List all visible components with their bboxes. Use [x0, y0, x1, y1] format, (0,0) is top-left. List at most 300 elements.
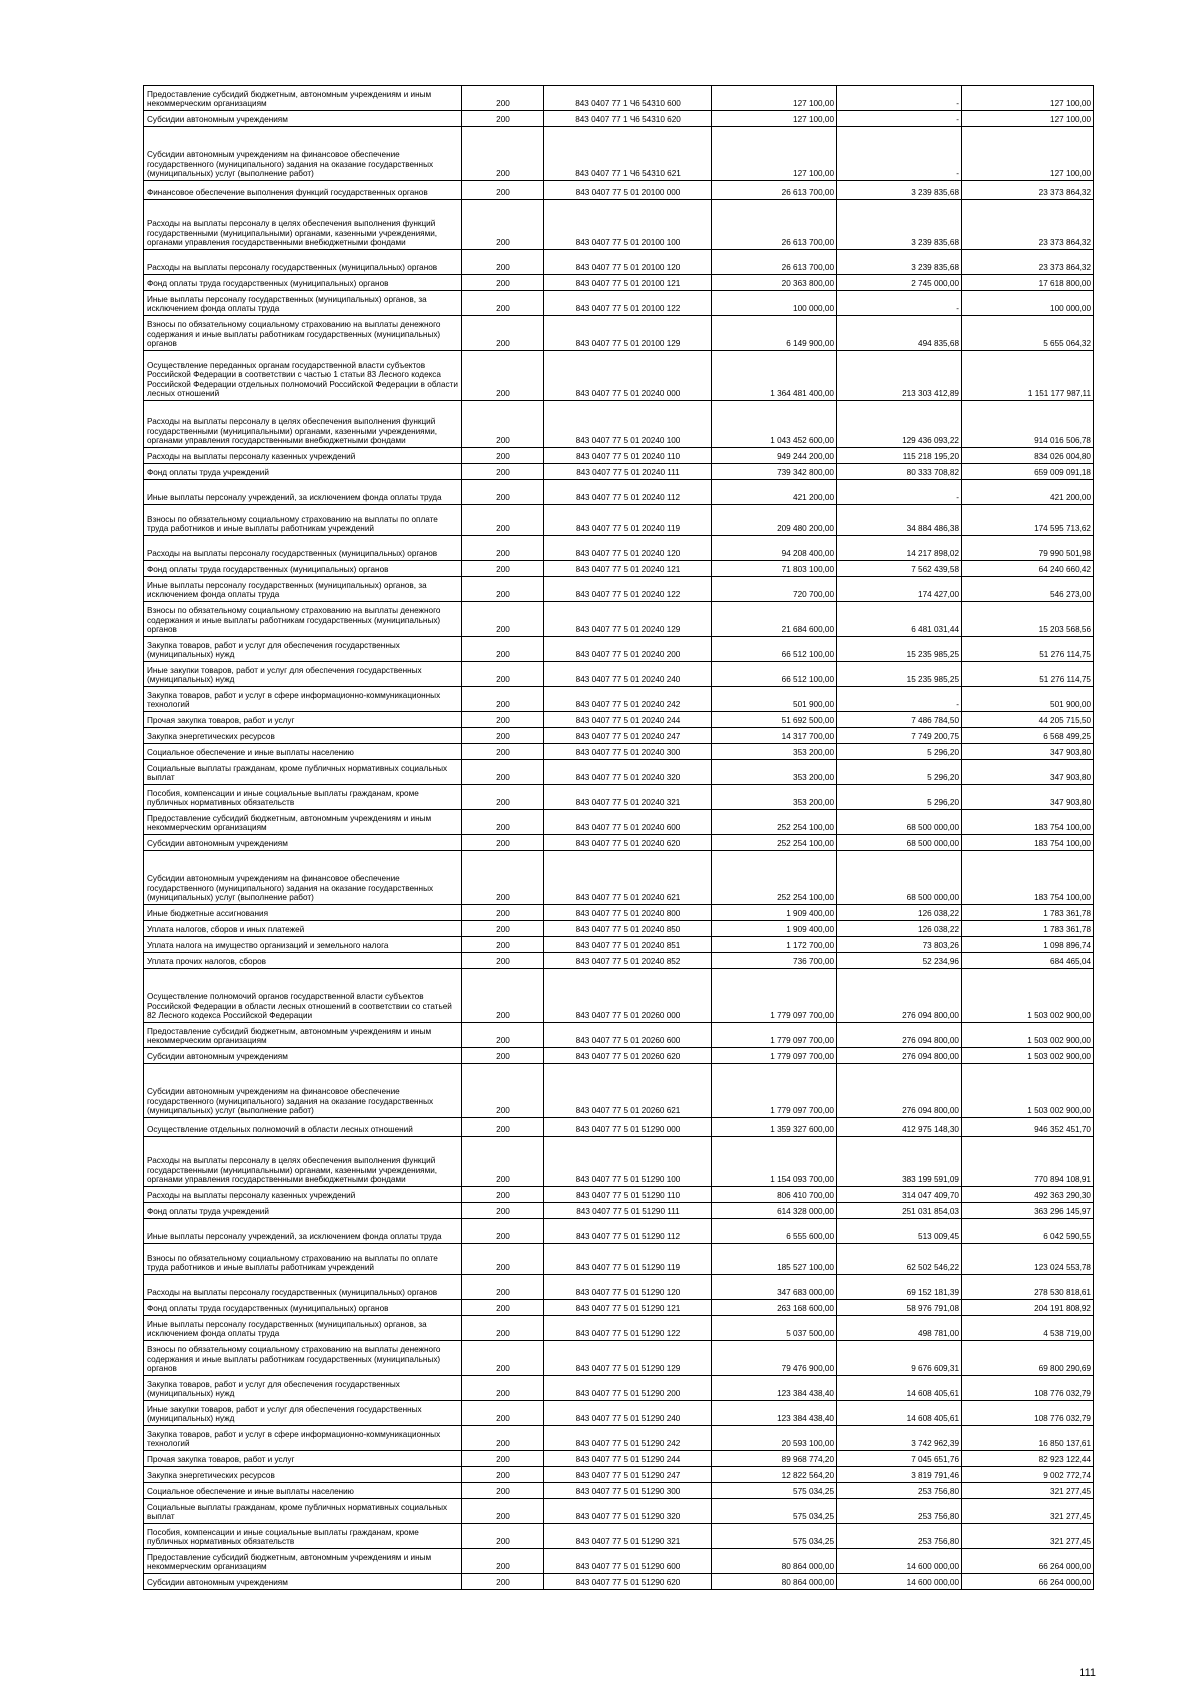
row-name: Закупка энергетических ресурсов	[144, 728, 462, 744]
budget-code: 843 0407 77 5 01 20240 620	[544, 835, 712, 851]
row-name: Иные выплаты персоналу государственных (муниципальных) органов, за исключением фонда оплаты труда	[144, 1316, 462, 1341]
line-code: 200	[462, 1549, 544, 1574]
approved-amount: 89 968 774,20	[712, 1451, 837, 1467]
unexecuted-amount: 1 503 002 900,00	[962, 969, 1094, 1023]
budget-code: 843 0407 77 5 01 51290 100	[544, 1137, 712, 1187]
row-name: Субсидии автономным учреждениям на финансовое обеспечение государственного (муниципального) задания на оказание государственных (муниципальных) услуг (выполнение работ)	[144, 1064, 462, 1118]
approved-amount: 252 254 100,00	[712, 851, 837, 905]
table-row	[144, 937, 1094, 953]
unexecuted-amount: 183 754 100,00	[962, 851, 1094, 905]
row-name: Фонд оплаты труда государственных (муниципальных) органов	[144, 275, 462, 291]
table-row	[144, 505, 1094, 536]
approved-amount: 806 410 700,00	[712, 1187, 837, 1203]
unexecuted-amount: 6 568 499,25	[962, 728, 1094, 744]
budget-code: 843 0407 77 1 Ч6 54310 600	[544, 86, 712, 111]
row-name: Уплата налога на имущество организаций и земельного налога	[144, 937, 462, 953]
line-code: 200	[462, 1275, 544, 1300]
line-code: 200	[462, 953, 544, 969]
line-code: 200	[462, 561, 544, 577]
approved-amount: 6 149 900,00	[712, 316, 837, 351]
line-code: 200	[462, 1219, 544, 1244]
approved-amount: 739 342 800,00	[712, 464, 837, 480]
table-row	[144, 480, 1094, 505]
table-row	[144, 1023, 1094, 1048]
budget-code: 843 0407 77 5 01 51290 600	[544, 1549, 712, 1574]
budget-code: 843 0407 77 5 01 51290 300	[544, 1483, 712, 1499]
budget-code: 843 0407 77 5 01 20100 000	[544, 181, 712, 200]
executed-amount: 498 781,00	[837, 1316, 962, 1341]
table-row	[144, 1300, 1094, 1316]
approved-amount: 14 317 700,00	[712, 728, 837, 744]
approved-amount: 5 037 500,00	[712, 1316, 837, 1341]
budget-code: 843 0407 77 5 01 20240 122	[544, 577, 712, 602]
table-row	[144, 1118, 1094, 1137]
row-name: Закупка товаров, работ и услуг в сфере информационно-коммуникационных технологий	[144, 1426, 462, 1451]
executed-amount: 383 199 591,09	[837, 1137, 962, 1187]
line-code: 200	[462, 111, 544, 127]
budget-code: 843 0407 77 5 01 20260 000	[544, 969, 712, 1023]
approved-amount: 1 779 097 700,00	[712, 1064, 837, 1118]
table-row	[144, 637, 1094, 662]
line-code: 200	[462, 1048, 544, 1064]
table-row	[144, 662, 1094, 687]
row-name: Фонд оплаты труда государственных (муниципальных) органов	[144, 561, 462, 577]
unexecuted-amount: 914 016 506,78	[962, 401, 1094, 448]
approved-amount: 263 168 600,00	[712, 1300, 837, 1316]
unexecuted-amount: 174 595 713,62	[962, 505, 1094, 536]
budget-code: 843 0407 77 5 01 20240 121	[544, 561, 712, 577]
unexecuted-amount: 6 042 590,55	[962, 1219, 1094, 1244]
line-code: 200	[462, 1187, 544, 1203]
unexecuted-amount: 66 264 000,00	[962, 1574, 1094, 1590]
row-name: Иные выплаты персоналу государственных (муниципальных) органов, за исключением фонда оплаты труда	[144, 577, 462, 602]
approved-amount: 353 200,00	[712, 760, 837, 785]
row-name: Расходы на выплаты персоналу в целях обеспечения выполнения функций государственными (муниципальными) органами, казенными учреждениями, органами управления государственными внебюджетными фондами	[144, 401, 462, 448]
table-row	[144, 760, 1094, 785]
budget-code: 843 0407 77 5 01 20260 620	[544, 1048, 712, 1064]
unexecuted-amount: 51 276 114,75	[962, 662, 1094, 687]
approved-amount: 252 254 100,00	[712, 810, 837, 835]
approved-amount: 575 034,25	[712, 1483, 837, 1499]
executed-amount: 276 094 800,00	[837, 1023, 962, 1048]
approved-amount: 26 613 700,00	[712, 181, 837, 200]
executed-amount: 494 835,68	[837, 316, 962, 351]
executed-amount: 14 217 898,02	[837, 536, 962, 561]
executed-amount: 68 500 000,00	[837, 851, 962, 905]
row-name: Пособия, компенсации и иные социальные выплаты гражданам, кроме публичных нормативных обязательств	[144, 1524, 462, 1549]
executed-amount: 314 047 409,70	[837, 1187, 962, 1203]
row-name: Социальные выплаты гражданам, кроме публичных нормативных социальных выплат	[144, 760, 462, 785]
line-code: 200	[462, 275, 544, 291]
line-code: 200	[462, 937, 544, 953]
unexecuted-amount: 492 363 290,30	[962, 1187, 1094, 1203]
unexecuted-amount: 546 273,00	[962, 577, 1094, 602]
approved-amount: 26 613 700,00	[712, 200, 837, 250]
budget-code: 843 0407 77 5 01 20240 129	[544, 602, 712, 637]
row-name: Предоставление субсидий бюджетным, автономным учреждениям и иным некоммерческим организациям	[144, 810, 462, 835]
unexecuted-amount: 321 277,45	[962, 1524, 1094, 1549]
row-name: Уплата прочих налогов, сборов	[144, 953, 462, 969]
executed-amount: 62 502 546,22	[837, 1244, 962, 1275]
budget-code: 843 0407 77 5 01 51290 119	[544, 1244, 712, 1275]
budget-code: 843 0407 77 5 01 20240 621	[544, 851, 712, 905]
approved-amount: 614 328 000,00	[712, 1203, 837, 1219]
budget-code: 843 0407 77 5 01 51290 240	[544, 1401, 712, 1426]
table-row	[144, 1376, 1094, 1401]
line-code: 200	[462, 835, 544, 851]
line-code: 200	[462, 1467, 544, 1483]
table-row	[144, 1275, 1094, 1300]
line-code: 200	[462, 1244, 544, 1275]
unexecuted-amount: 1 783 361,78	[962, 921, 1094, 937]
row-name: Закупка товаров, работ и услуг для обеспечения государственных (муниципальных) нужд	[144, 637, 462, 662]
budget-code: 843 0407 77 5 01 20100 122	[544, 291, 712, 316]
line-code: 200	[462, 1574, 544, 1590]
executed-amount: 3 239 835,68	[837, 200, 962, 250]
row-name: Субсидии автономным учреждениям	[144, 1048, 462, 1064]
unexecuted-amount: 183 754 100,00	[962, 835, 1094, 851]
table-row	[144, 111, 1094, 127]
line-code: 200	[462, 1137, 544, 1187]
line-code: 200	[462, 1426, 544, 1451]
executed-amount: 14 608 405,61	[837, 1401, 962, 1426]
table-row	[144, 1048, 1094, 1064]
unexecuted-amount: 127 100,00	[962, 111, 1094, 127]
line-code: 200	[462, 200, 544, 250]
executed-amount: 9 676 609,31	[837, 1341, 962, 1376]
row-name: Предоставление субсидий бюджетным, автономным учреждениям и иным некоммерческим организациям	[144, 86, 462, 111]
line-code: 200	[462, 86, 544, 111]
row-name: Субсидии автономным учреждениям	[144, 835, 462, 851]
unexecuted-amount: 123 024 553,78	[962, 1244, 1094, 1275]
executed-amount: 3 239 835,68	[837, 181, 962, 200]
line-code: 200	[462, 637, 544, 662]
line-code: 200	[462, 1300, 544, 1316]
budget-code: 843 0407 77 5 01 20100 129	[544, 316, 712, 351]
executed-amount: -	[837, 480, 962, 505]
row-name: Иные выплаты персоналу учреждений, за исключением фонда оплаты труда	[144, 1219, 462, 1244]
table-row	[144, 1574, 1094, 1590]
row-name: Уплата налогов, сборов и иных платежей	[144, 921, 462, 937]
line-code: 200	[462, 1499, 544, 1524]
executed-amount: 68 500 000,00	[837, 810, 962, 835]
unexecuted-amount: 347 903,80	[962, 744, 1094, 760]
table-row	[144, 712, 1094, 728]
table-row	[144, 464, 1094, 480]
line-code: 200	[462, 744, 544, 760]
line-code: 200	[462, 662, 544, 687]
line-code: 200	[462, 464, 544, 480]
unexecuted-amount: 1 503 002 900,00	[962, 1023, 1094, 1048]
executed-amount: -	[837, 127, 962, 181]
approved-amount: 127 100,00	[712, 86, 837, 111]
unexecuted-amount: 204 191 808,92	[962, 1300, 1094, 1316]
table-row	[144, 744, 1094, 760]
unexecuted-amount: 69 800 290,69	[962, 1341, 1094, 1376]
approved-amount: 21 684 600,00	[712, 602, 837, 637]
approved-amount: 6 555 600,00	[712, 1219, 837, 1244]
approved-amount: 1 154 093 700,00	[712, 1137, 837, 1187]
row-name: Закупка товаров, работ и услуг для обеспечения государственных (муниципальных) нужд	[144, 1376, 462, 1401]
row-name: Иные выплаты персоналу учреждений, за исключением фонда оплаты труда	[144, 480, 462, 505]
executed-amount: 69 152 181,39	[837, 1275, 962, 1300]
unexecuted-amount: 5 655 064,32	[962, 316, 1094, 351]
line-code: 200	[462, 728, 544, 744]
executed-amount: 14 608 405,61	[837, 1376, 962, 1401]
budget-code: 843 0407 77 5 01 20260 621	[544, 1064, 712, 1118]
line-code: 200	[462, 1203, 544, 1219]
budget-code: 843 0407 77 5 01 51290 120	[544, 1275, 712, 1300]
unexecuted-amount: 1 098 896,74	[962, 937, 1094, 953]
budget-code: 843 0407 77 5 01 51290 320	[544, 1499, 712, 1524]
budget-code: 843 0407 77 5 01 51290 129	[544, 1341, 712, 1376]
table-row	[144, 86, 1094, 111]
table-row	[144, 687, 1094, 712]
row-name: Закупка товаров, работ и услуг в сфере информационно-коммуникационных технологий	[144, 687, 462, 712]
approved-amount: 79 476 900,00	[712, 1341, 837, 1376]
executed-amount: 412 975 148,30	[837, 1118, 962, 1137]
approved-amount: 80 864 000,00	[712, 1549, 837, 1574]
approved-amount: 353 200,00	[712, 785, 837, 810]
approved-amount: 185 527 100,00	[712, 1244, 837, 1275]
approved-amount: 1 172 700,00	[712, 937, 837, 953]
executed-amount: 213 303 412,89	[837, 351, 962, 401]
executed-amount: -	[837, 687, 962, 712]
budget-code: 843 0407 77 5 01 51290 122	[544, 1316, 712, 1341]
table-row	[144, 905, 1094, 921]
unexecuted-amount: 421 200,00	[962, 480, 1094, 505]
budget-code: 843 0407 77 5 01 20240 851	[544, 937, 712, 953]
budget-code: 843 0407 77 5 01 20240 110	[544, 448, 712, 464]
budget-code: 843 0407 77 5 01 51290 620	[544, 1574, 712, 1590]
row-name: Взносы по обязательному социальному страхованию на выплаты по оплате труда работников и иные выплаты работникам учреждений	[144, 505, 462, 536]
approved-amount: 209 480 200,00	[712, 505, 837, 536]
line-code: 200	[462, 1451, 544, 1467]
unexecuted-amount: 321 277,45	[962, 1483, 1094, 1499]
budget-code: 843 0407 77 5 01 20240 800	[544, 905, 712, 921]
table-row	[144, 602, 1094, 637]
approved-amount: 100 000,00	[712, 291, 837, 316]
table-row	[144, 851, 1094, 905]
page-number: 111	[1079, 1667, 1096, 1679]
row-name: Фонд оплаты труда учреждений	[144, 1203, 462, 1219]
executed-amount: 7 562 439,58	[837, 561, 962, 577]
executed-amount: 6 481 031,44	[837, 602, 962, 637]
approved-amount: 127 100,00	[712, 111, 837, 127]
approved-amount: 575 034,25	[712, 1499, 837, 1524]
unexecuted-amount: 108 776 032,79	[962, 1401, 1094, 1426]
table-row	[144, 835, 1094, 851]
line-code: 200	[462, 1376, 544, 1401]
unexecuted-amount: 64 240 660,42	[962, 561, 1094, 577]
row-name: Прочая закупка товаров, работ и услуг	[144, 712, 462, 728]
line-code: 200	[462, 448, 544, 464]
row-name: Расходы на выплаты персоналу казенных учреждений	[144, 1187, 462, 1203]
budget-code: 843 0407 77 5 01 20240 100	[544, 401, 712, 448]
unexecuted-amount: 79 990 501,98	[962, 536, 1094, 561]
budget-code: 843 0407 77 5 01 20240 321	[544, 785, 712, 810]
table-row	[144, 1483, 1094, 1499]
approved-amount: 347 683 000,00	[712, 1275, 837, 1300]
row-name: Иные выплаты персоналу государственных (муниципальных) органов, за исключением фонда оплаты труда	[144, 291, 462, 316]
approved-amount: 66 512 100,00	[712, 662, 837, 687]
row-name: Осуществление полномочий органов государственной власти субъектов Российской Федерации в области лесных отношений в соответствии со статьей 82 Лесного кодекса Российской Федерации	[144, 969, 462, 1023]
executed-amount: 7 045 651,76	[837, 1451, 962, 1467]
unexecuted-amount: 44 205 715,50	[962, 712, 1094, 728]
table-row	[144, 810, 1094, 835]
table-row	[144, 250, 1094, 275]
line-code: 200	[462, 1064, 544, 1118]
unexecuted-amount: 347 903,80	[962, 785, 1094, 810]
unexecuted-amount: 183 754 100,00	[962, 810, 1094, 835]
executed-amount: 513 009,45	[837, 1219, 962, 1244]
executed-amount: 14 600 000,00	[837, 1549, 962, 1574]
line-code: 200	[462, 969, 544, 1023]
table-row	[144, 1524, 1094, 1549]
approved-amount: 123 384 438,40	[712, 1376, 837, 1401]
table-row	[144, 1064, 1094, 1118]
budget-code: 843 0407 77 5 01 51290 111	[544, 1203, 712, 1219]
table-row	[144, 275, 1094, 291]
row-name: Фонд оплаты труда учреждений	[144, 464, 462, 480]
unexecuted-amount: 347 903,80	[962, 760, 1094, 785]
approved-amount: 71 803 100,00	[712, 561, 837, 577]
budget-code: 843 0407 77 5 01 20240 300	[544, 744, 712, 760]
approved-amount: 12 822 564,20	[712, 1467, 837, 1483]
table-row	[144, 401, 1094, 448]
table-row	[144, 1549, 1094, 1574]
budget-code: 843 0407 77 5 01 51290 112	[544, 1219, 712, 1244]
budget-code: 843 0407 77 1 Ч6 54310 621	[544, 127, 712, 181]
table-row	[144, 1187, 1094, 1203]
table-row	[144, 181, 1094, 200]
unexecuted-amount: 16 850 137,61	[962, 1426, 1094, 1451]
approved-amount: 1 043 452 600,00	[712, 401, 837, 448]
executed-amount: 73 803,26	[837, 937, 962, 953]
line-code: 200	[462, 316, 544, 351]
budget-code: 843 0407 77 5 01 20240 200	[544, 637, 712, 662]
executed-amount: 14 600 000,00	[837, 1574, 962, 1590]
row-name: Предоставление субсидий бюджетным, автономным учреждениям и иным некоммерческим организациям	[144, 1023, 462, 1048]
table-row	[144, 1499, 1094, 1524]
row-name: Финансовое обеспечение выполнения функций государственных органов	[144, 181, 462, 200]
row-name: Расходы на выплаты персоналу в целях обеспечения выполнения функций государственными (муниципальными) органами, казенными учреждениями, органами управления государственными внебюджетными фондами	[144, 1137, 462, 1187]
executed-amount: 276 094 800,00	[837, 1064, 962, 1118]
budget-execution-table	[143, 85, 1094, 1590]
line-code: 200	[462, 536, 544, 561]
unexecuted-amount: 127 100,00	[962, 127, 1094, 181]
executed-amount: 276 094 800,00	[837, 969, 962, 1023]
table-row	[144, 200, 1094, 250]
table-row	[144, 1426, 1094, 1451]
executed-amount: 126 038,22	[837, 905, 962, 921]
executed-amount: 253 756,80	[837, 1524, 962, 1549]
budget-code: 843 0407 77 5 01 20240 112	[544, 480, 712, 505]
executed-amount: -	[837, 86, 962, 111]
row-name: Фонд оплаты труда государственных (муниципальных) органов	[144, 1300, 462, 1316]
executed-amount: 15 235 985,25	[837, 662, 962, 687]
line-code: 200	[462, 1316, 544, 1341]
table-row	[144, 291, 1094, 316]
unexecuted-amount: 82 923 122,44	[962, 1451, 1094, 1467]
line-code: 200	[462, 351, 544, 401]
row-name: Субсидии автономным учреждениям на финансовое обеспечение государственного (муниципального) задания на оказание государственных (муниципальных) услуг (выполнение работ)	[144, 851, 462, 905]
line-code: 200	[462, 760, 544, 785]
budget-code: 843 0407 77 5 01 20240 120	[544, 536, 712, 561]
budget-code: 843 0407 77 5 01 51290 244	[544, 1451, 712, 1467]
row-name: Взносы по обязательному социальному страхованию на выплаты по оплате труда работников и иные выплаты работникам учреждений	[144, 1244, 462, 1275]
executed-amount: 251 031 854,03	[837, 1203, 962, 1219]
row-name: Взносы по обязательному социальному страхованию на выплаты денежного содержания и иные выплаты работникам государственных (муниципальных) органов	[144, 602, 462, 637]
unexecuted-amount: 946 352 451,70	[962, 1118, 1094, 1137]
executed-amount: 58 976 791,08	[837, 1300, 962, 1316]
line-code: 200	[462, 480, 544, 505]
unexecuted-amount: 15 203 568,56	[962, 602, 1094, 637]
executed-amount: 2 745 000,00	[837, 275, 962, 291]
executed-amount: 3 239 835,68	[837, 250, 962, 275]
table-row	[144, 728, 1094, 744]
row-name: Взносы по обязательному социальному страхованию на выплаты денежного содержания и иные выплаты работникам государственных (муниципальных) органов	[144, 1341, 462, 1376]
executed-amount: 3 819 791,46	[837, 1467, 962, 1483]
line-code: 200	[462, 181, 544, 200]
table-row	[144, 577, 1094, 602]
executed-amount: 68 500 000,00	[837, 835, 962, 851]
row-name: Социальное обеспечение и иные выплаты населению	[144, 1483, 462, 1499]
approved-amount: 51 692 500,00	[712, 712, 837, 728]
table-row	[144, 351, 1094, 401]
line-code: 200	[462, 1118, 544, 1137]
executed-amount: 7 486 784,50	[837, 712, 962, 728]
budget-code: 843 0407 77 5 01 20240 111	[544, 464, 712, 480]
line-code: 200	[462, 921, 544, 937]
line-code: 200	[462, 577, 544, 602]
table-row	[144, 1451, 1094, 1467]
row-name: Закупка энергетических ресурсов	[144, 1467, 462, 1483]
line-code: 200	[462, 851, 544, 905]
line-code: 200	[462, 687, 544, 712]
approved-amount: 736 700,00	[712, 953, 837, 969]
table-row	[144, 448, 1094, 464]
unexecuted-amount: 51 276 114,75	[962, 637, 1094, 662]
line-code: 200	[462, 1023, 544, 1048]
table-row	[144, 1219, 1094, 1244]
executed-amount: -	[837, 291, 962, 316]
table-row	[144, 1401, 1094, 1426]
unexecuted-amount: 66 264 000,00	[962, 1549, 1094, 1574]
unexecuted-amount: 108 776 032,79	[962, 1376, 1094, 1401]
table-row	[144, 969, 1094, 1023]
executed-amount: 15 235 985,25	[837, 637, 962, 662]
unexecuted-amount: 17 618 800,00	[962, 275, 1094, 291]
unexecuted-amount: 1 503 002 900,00	[962, 1048, 1094, 1064]
line-code: 200	[462, 785, 544, 810]
budget-code: 843 0407 77 5 01 51290 000	[544, 1118, 712, 1137]
unexecuted-amount: 100 000,00	[962, 291, 1094, 316]
table-row	[144, 1244, 1094, 1275]
unexecuted-amount: 501 900,00	[962, 687, 1094, 712]
approved-amount: 127 100,00	[712, 127, 837, 181]
approved-amount: 1 364 481 400,00	[712, 351, 837, 401]
approved-amount: 123 384 438,40	[712, 1401, 837, 1426]
table-row	[144, 1203, 1094, 1219]
budget-code: 843 0407 77 5 01 20240 244	[544, 712, 712, 728]
executed-amount: 34 884 486,38	[837, 505, 962, 536]
approved-amount: 1 779 097 700,00	[712, 1048, 837, 1064]
executed-amount: 115 218 195,20	[837, 448, 962, 464]
line-code: 200	[462, 1524, 544, 1549]
budget-code: 843 0407 77 5 01 20240 119	[544, 505, 712, 536]
row-name: Иные бюджетные ассигнования	[144, 905, 462, 921]
